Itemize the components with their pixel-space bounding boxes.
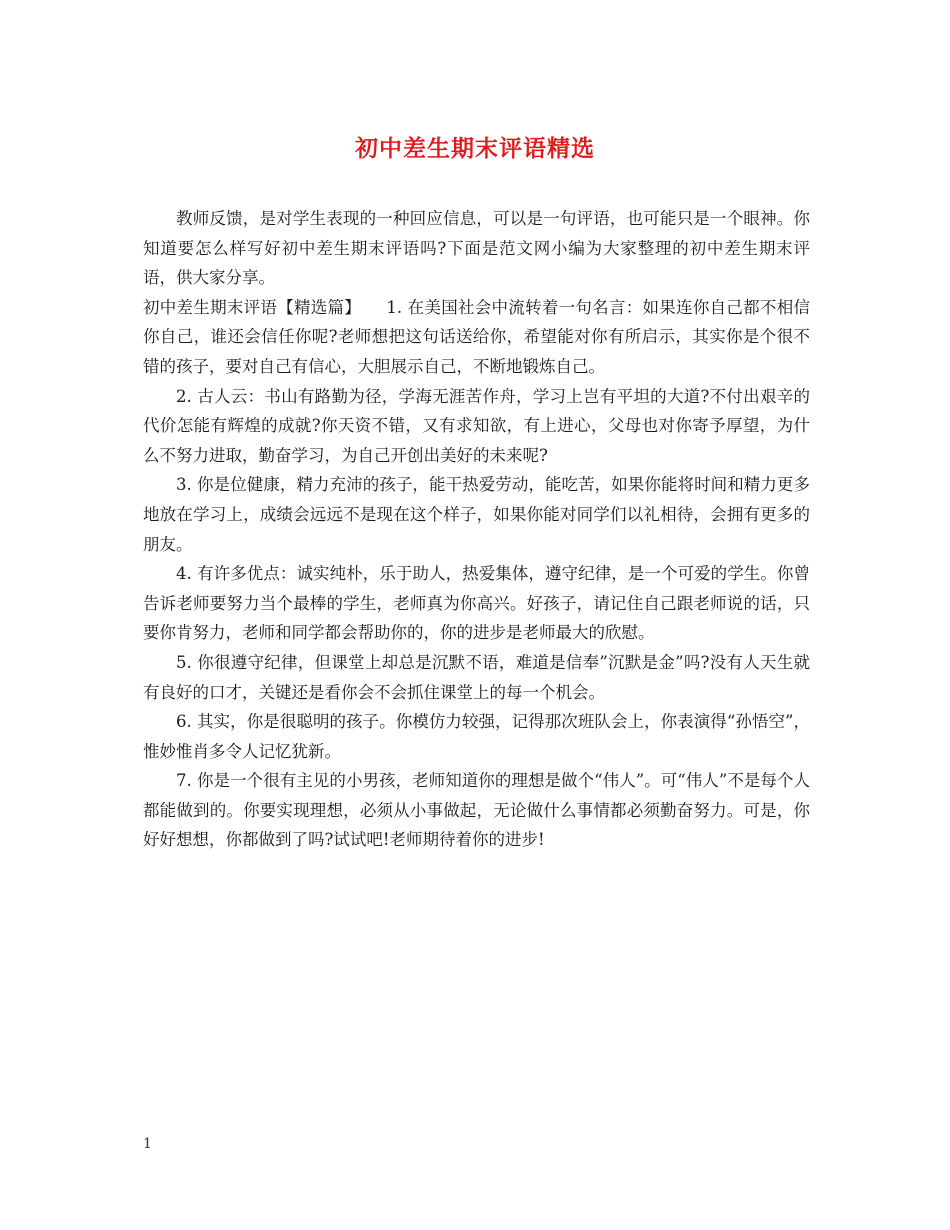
comment-paragraph-4: 4. 有许多优点：诚实纯朴，乐于助人，热爱集体，遵守纪律，是一个可爱的学生。你曾告诉老师要努力当个最棒的学生，老师真为你高兴。好孩子，请记住自己跟老师说的话，只要你肯努力，老师和同学都会帮助你的，你的进步是老师最大的欣慰。 (143, 564, 810, 643)
comment-paragraph-5: 5. 你很遵守纪律，但课堂上却总是沉默不语，难道是信奉”沉默是金”吗?没有人天生就有良好的口才，关键还是看你会不会抓住课堂上的每一个机会。 (143, 652, 810, 702)
intro-paragraph: 教师反馈，是对学生表现的一种回应信息，可以是一句评语，也可能只是一个眼神。你知道要怎么样写好初中差生期末评语吗?下面是范文网小编为大家整理的初中差生期末评语，供大家分享。 (143, 209, 810, 288)
comment-paragraph-6: 6. 其实，你是很聪明的孩子。你模仿力较强，记得那次班队会上，你表演得“孙悟空”，惟妙惟肖多令人记忆犹新。 (143, 712, 810, 761)
section-heading-paragraph: 初中差生期末评语【精选篇】 1. 在美国社会中流转着一句名言：如果连你自己都不相信你自己，谁还会信任你呢?老师想把这句话送给你，希望能对你有所启示，其实你是个很不错的孩子，要对自己有信心，大胆展示自己，不断地锻炼自己。 (143, 297, 810, 376)
comment-paragraph-7: 7. 你是一个很有主见的小男孩，老师知道你的理想是做个“伟人”。可“伟人”不是每个人都能做到的。你要实现理想，必须从小事做起，无论做什么事情都必须勤奋努力。可是，你好好想想，你都做到了吗?试试吧!老师期待着你的进步! (143, 771, 810, 850)
page-number: 1 (143, 1136, 152, 1152)
document-title: 初中差生期末评语精选 (355, 135, 595, 162)
document-body (143, 204, 810, 855)
comment-paragraph-3: 3. 你是位健康，精力充沛的孩子，能干热爱劳动，能吃苦，如果你能将时间和精力更多地放在学习上，成绩会远远不是现在这个样子，如果你能对同学们以礼相待，会拥有更多的朋友。 (143, 475, 810, 554)
comment-paragraph-2: 2. 古人云：书山有路勤为径，学海无涯苦作舟，学习上岂有平坦的大道?不付出艰辛的代价怎能有辉煌的成就?你天资不错，又有求知欲，有上进心，父母也对你寄予厚望，为什么不努力进取，勤奋学习，为自己开创出美好的未来呢? (143, 386, 810, 465)
